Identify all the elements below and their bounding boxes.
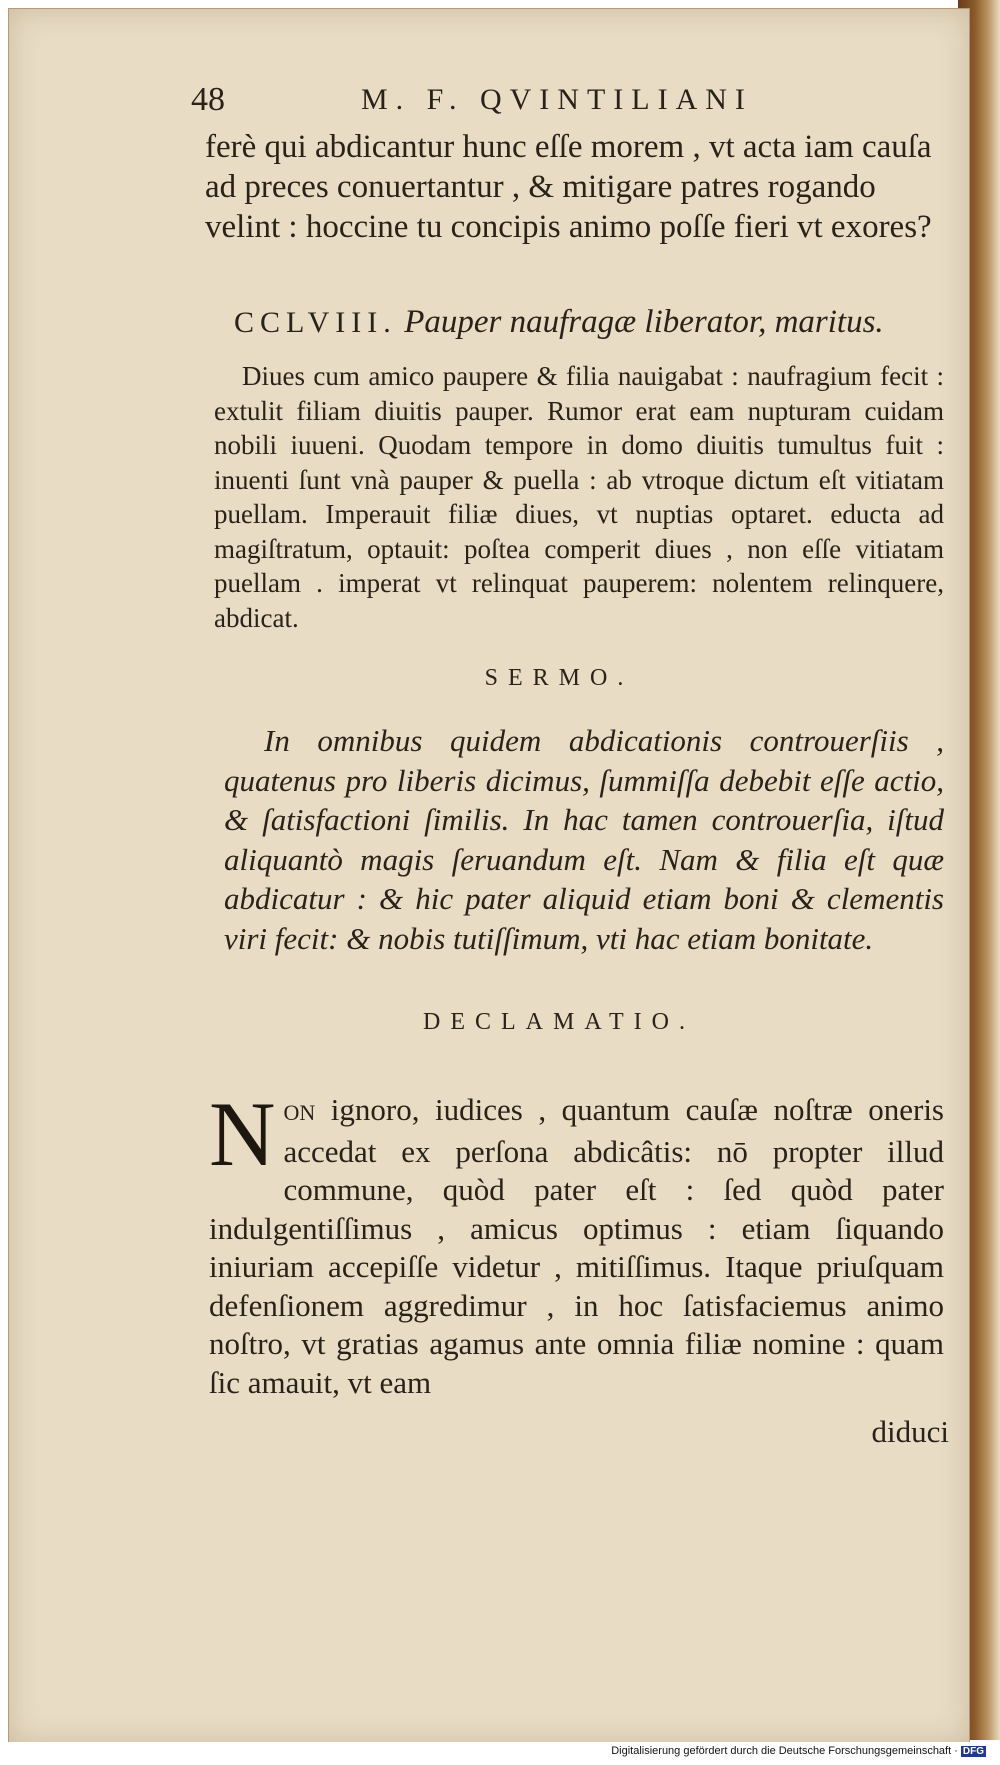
sermo-heading: SERMO. <box>484 665 634 691</box>
credit-text: Digitalisierung gefördert durch die Deutsche Forschungsgemeinschaft · <box>611 1745 958 1757</box>
declamatio-heading: DECLAMATIO. <box>423 1009 695 1035</box>
dfg-logo: DFG <box>962 1746 984 1757</box>
small-caps-lead: ON <box>283 1100 316 1125</box>
drop-cap: N <box>209 1083 276 1185</box>
running-title: M. F. QVINTILIANI <box>361 83 753 116</box>
sermo-text: In omnibus quidem abdicationis controuerſiis , quatenus pro liberis dicimus, ſummiſſa debebit eſſe actio, & ſatisfactioni ſimilis. In hac tamen controuerſia, iſtud aliquantò magis ſeruandum eſt. Nam & filia eſt quæ abdicatur : & hic pater aliquid etiam boni & clementis viri fecit: & nobis tutiſſimum, vti hac etiam bonitate. <box>224 723 944 956</box>
case-number: CCLVIII. <box>234 306 397 339</box>
case-title: Pauper naufragæ liberator, maritus. <box>404 304 884 340</box>
declamatio-text-block <box>209 1083 944 1402</box>
book-page <box>8 8 970 1745</box>
case-argument <box>214 359 944 635</box>
digitization-credit <box>611 1745 986 1757</box>
running-head <box>191 81 971 121</box>
catchword: diduci <box>871 1414 949 1449</box>
page-number: 48 <box>191 81 225 118</box>
argument-text: Diues cum amico paupere & filia nauigabat : naufragium fecit : extulit filiam diuitis pauper. Rumor erat eam nupturam cuidam nobili iuueni. Quodam tempore in domo diuitis tumultus fuit : inuenti ſunt vnà pauper & puella : ab vtroque dictum eſt vitiatam puellam. Imperauit filiæ diues, vt nuptias optaret. educta ad magiſtratum, optauit: poſtea comperit diues , non eſſe vitiatam puellam . imperat vt relinquat pauperem: nolentem relinquere, abdicat. <box>214 361 944 633</box>
carryover-paragraph: ferè qui abdicantur hunc eſſe morem , vt acta iam cauſa ad preces conuertantur , & mitigare patres rogando velint : hoccine tu concipis animo poſſe fieri vt exores? <box>205 129 932 245</box>
sermo-text-block <box>224 721 944 958</box>
case-heading <box>234 304 954 341</box>
declamatio-text: ignoro, iudices , quantum cauſæ noſtræ oneris accedat ex perſona abdicâtis: nō propter illud commune, quòd pater eſt : ſed quòd pater indulgentiſſimus , amicus optimus : etiam ſiquando iniuriam accepiſſe videtur , mitiſſimus. Itaque priuſquam defenſionem aggredimur , in hoc ſatisfaciemus animo noſtro, vt gratias agamus ante omnia filiæ nomine : quam ſic amauit, vt eam <box>209 1092 944 1400</box>
